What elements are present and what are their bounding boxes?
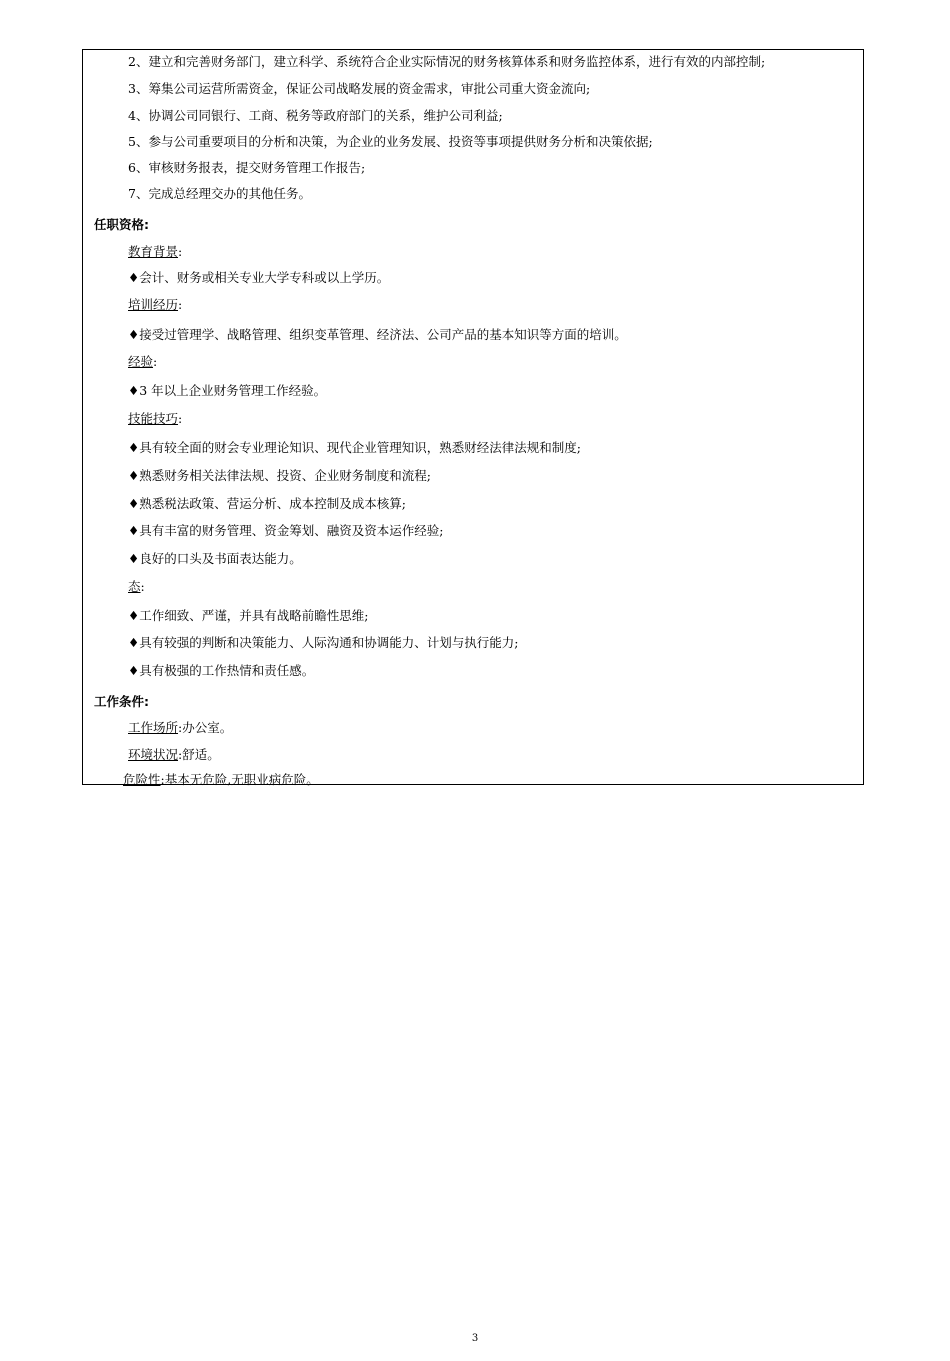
- duty-item: 3、筹集公司运营所需资金，保证公司战略发展的资金需求，审批公司重大资金流向;: [128, 81, 591, 96]
- experience-label-text: 经验: [128, 354, 154, 369]
- training-label-text: 培训经历: [128, 297, 179, 312]
- page-number: 3: [471, 1333, 479, 1344]
- duty-item: 7、完成总经理交办的其他任务。: [128, 186, 311, 201]
- qualifications-heading: 任职资格:: [94, 217, 149, 232]
- attitude-label-text: 态: [128, 579, 141, 594]
- education-colon: :: [178, 244, 183, 259]
- attitude-label: [128, 579, 145, 595]
- environment-row: [128, 747, 220, 763]
- environment-label: 环境状况: [128, 747, 179, 762]
- duty-item: 5、参与公司重要项目的分析和决策，为企业的业务发展、投资等事项提供财务分析和决策依据;: [128, 134, 653, 149]
- attitude-item: ♦具有较强的判断和决策能力、人际沟通和协调能力、计划与执行能力;: [128, 635, 519, 650]
- workplace-row: [128, 720, 232, 736]
- risk-label: 危险性: [123, 772, 161, 787]
- environment-value: :舒适。: [178, 747, 220, 762]
- training-label: [128, 297, 182, 313]
- workplace-label: 工作场所: [128, 720, 179, 735]
- skills-item: ♦熟悉财务相关法律法规、投资、企业财务制度和流程;: [128, 468, 431, 483]
- workplace-value: :办公室。: [178, 720, 233, 735]
- skills-item: ♦熟悉税法政策、营运分析、成本控制及成本核算;: [128, 496, 406, 511]
- risk-row: [123, 772, 319, 788]
- education-item: ♦会计、财务或相关专业大学专科或以上学历。: [128, 270, 390, 285]
- experience-item: ♦3 年以上企业财务管理工作经验。: [128, 383, 327, 398]
- experience-label: [128, 354, 157, 370]
- attitude-item: ♦具有极强的工作热情和责任感。: [128, 663, 315, 678]
- skills-label-text: 技能技巧: [128, 411, 179, 426]
- duty-item: 4、协调公司同银行、工商、税务等政府部门的关系，维护公司利益;: [128, 108, 503, 123]
- duty-item: 2、建立和完善财务部门，建立科学、系统符合企业实际情况的财务核算体系和财务监控体系，进行有效的内部控制;: [128, 54, 766, 69]
- education-label-text: 教育背景: [128, 244, 179, 259]
- skills-item: ♦具有较全面的财会专业理论知识、现代企业管理知识，熟悉财经法律法规和制度;: [128, 440, 581, 455]
- attitude-colon: :: [140, 579, 145, 594]
- duty-item: 6、审核财务报表，提交财务管理工作报告;: [128, 160, 366, 175]
- skills-label: [128, 411, 182, 427]
- experience-colon: :: [153, 354, 158, 369]
- training-colon: :: [178, 297, 183, 312]
- risk-value: :基本无危险,无职业病危险。: [160, 772, 319, 787]
- document-table: [82, 49, 864, 785]
- attitude-item: ♦工作细致、严谨，并具有战略前瞻性思维;: [128, 608, 369, 623]
- skills-colon: :: [178, 411, 183, 426]
- skills-item: ♦具有丰富的财务管理、资金筹划、融资及资本运作经验;: [128, 523, 444, 538]
- education-label: [128, 244, 182, 260]
- conditions-heading: 工作条件:: [94, 694, 149, 709]
- skills-item: ♦良好的口头及书面表达能力。: [128, 551, 302, 566]
- training-item: ♦接受过管理学、战略管理、组织变革管理、经济法、公司产品的基本知识等方面的培训。: [128, 327, 627, 342]
